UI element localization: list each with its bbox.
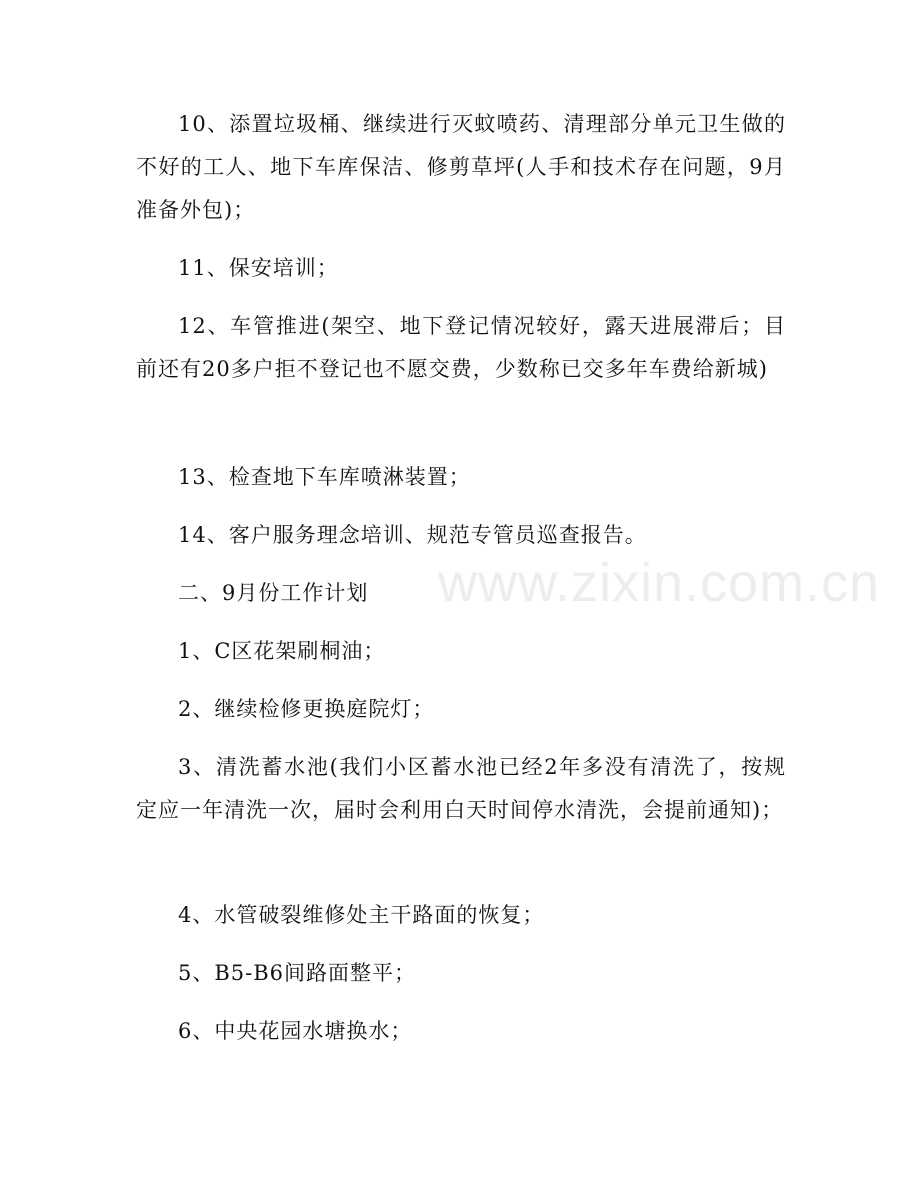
paragraph-item-13: 13、检查地下车库喷淋装置；: [178, 465, 471, 489]
plan-item-2: 2、继续检修更换庭院灯；: [178, 697, 435, 721]
paragraph-item-12: 12、车管推进(架空、地下登记情况较好，露天进展滞后；目前还有20多户拒不登记也不愿交费，少数称已交多年车费给新城): [136, 314, 786, 381]
plan-item-4: 4、水管破裂维修处主干路面的恢复；: [178, 903, 545, 927]
watermark-text: www.zixin.com.cn: [438, 553, 881, 613]
paragraph-item-10: 10、添置垃圾桶、继续进行灭蚊喷药、清理部分单元卫生做的不好的工人、地下车库保洁、修剪草坪(人手和技术存在问题，9月准备外包)；: [136, 112, 786, 222]
plan-item-3: 3、清洗蓄水池(我们小区蓄水池已经2年多没有清洗了，按规定应一年清洗一次，届时会利用白天时间停水清洗，会提前通知)；: [136, 755, 786, 822]
paragraph-item-14: 14、客户服务理念培训、规范专管员巡查报告。: [178, 523, 647, 547]
paragraph-item-11: 11、保安培训；: [178, 256, 339, 280]
section-heading: 二、9月份工作计划: [178, 581, 369, 605]
plan-item-6: 6、中央花园水塘换水；: [178, 1019, 413, 1043]
plan-item-1: 1、C区花架刷桐油；: [178, 639, 386, 663]
plan-item-5: 5、B5-B6间路面整平；: [178, 961, 417, 985]
